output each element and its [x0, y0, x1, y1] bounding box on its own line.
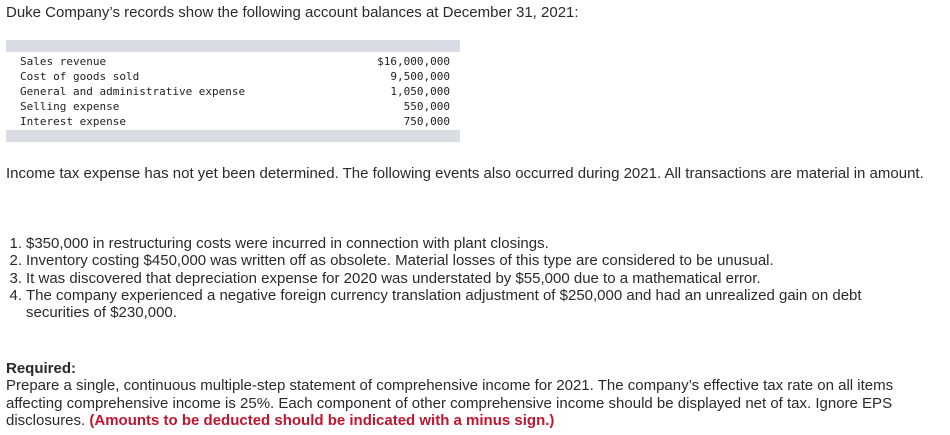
list-item-text: It was discovered that depreciation expense for 2020 was understated by $55,000 due to a mathematical error.	[26, 269, 761, 287]
account-amount: 1,050,000	[390, 85, 450, 98]
list-item	[6, 287, 926, 322]
events-list	[6, 235, 926, 321]
list-item	[6, 270, 926, 287]
account-label: Cost of goods sold	[20, 70, 140, 83]
account-row	[20, 69, 450, 84]
account-amount: 750,000	[403, 115, 450, 128]
account-amount: $16,000,000	[377, 55, 450, 68]
account-row	[20, 99, 450, 114]
list-item-number: 3.	[9, 269, 22, 287]
required-text: Prepare a single, continuous multiple-step statement of comprehensive income for 2021. The company’s effective tax rate on all items affecting comprehensive income is 25%. Each component of other comprehensive income should be displayed net of tax. Ignore EPS disclosures.	[6, 377, 894, 429]
list-item-number: 1.	[9, 235, 22, 252]
box-bottom-band	[6, 130, 460, 142]
account-label: Sales revenue	[20, 55, 107, 68]
list-item	[6, 235, 926, 252]
account-row	[20, 54, 450, 69]
list-item-number: 2.	[9, 252, 22, 270]
box-top-band	[6, 40, 460, 52]
instructions-paragraph: Income tax expense has not yet been determined. The following events also occurred during 2021. All transactions are material in amount.	[6, 165, 924, 182]
account-amount: 9,500,000	[390, 70, 450, 83]
account-amount: 550,000	[403, 100, 450, 113]
account-row	[20, 84, 450, 99]
list-item-text: Inventory costing $450,000 was written off as obsolete. Material losses of this type are considered to be unusual.	[26, 252, 774, 270]
list-item-text: $350,000 in restructuring costs were incurred in connection with plant closings.	[26, 235, 549, 252]
required-heading: Required:	[6, 360, 77, 377]
account-balances-table	[6, 52, 460, 130]
account-balances-box	[6, 40, 460, 142]
account-row	[20, 114, 450, 129]
account-label: Interest expense	[20, 115, 126, 128]
list-item-text: The company experienced a negative foreign currency translation adjustment of $250,000 and had an unrealized gain on debt securities of $230,000.	[26, 286, 862, 322]
minus-sign-note: (Amounts to be deducted should be indicated with a minus sign.)	[89, 412, 555, 429]
required-paragraph	[6, 377, 944, 430]
list-item-number: 4.	[9, 286, 22, 304]
account-label: Selling expense	[20, 100, 120, 113]
list-item	[6, 252, 926, 269]
account-label: General and administrative expense	[20, 85, 246, 98]
intro-text: Duke Company’s records show the following account balances at December 31, 2021:	[6, 4, 579, 21]
